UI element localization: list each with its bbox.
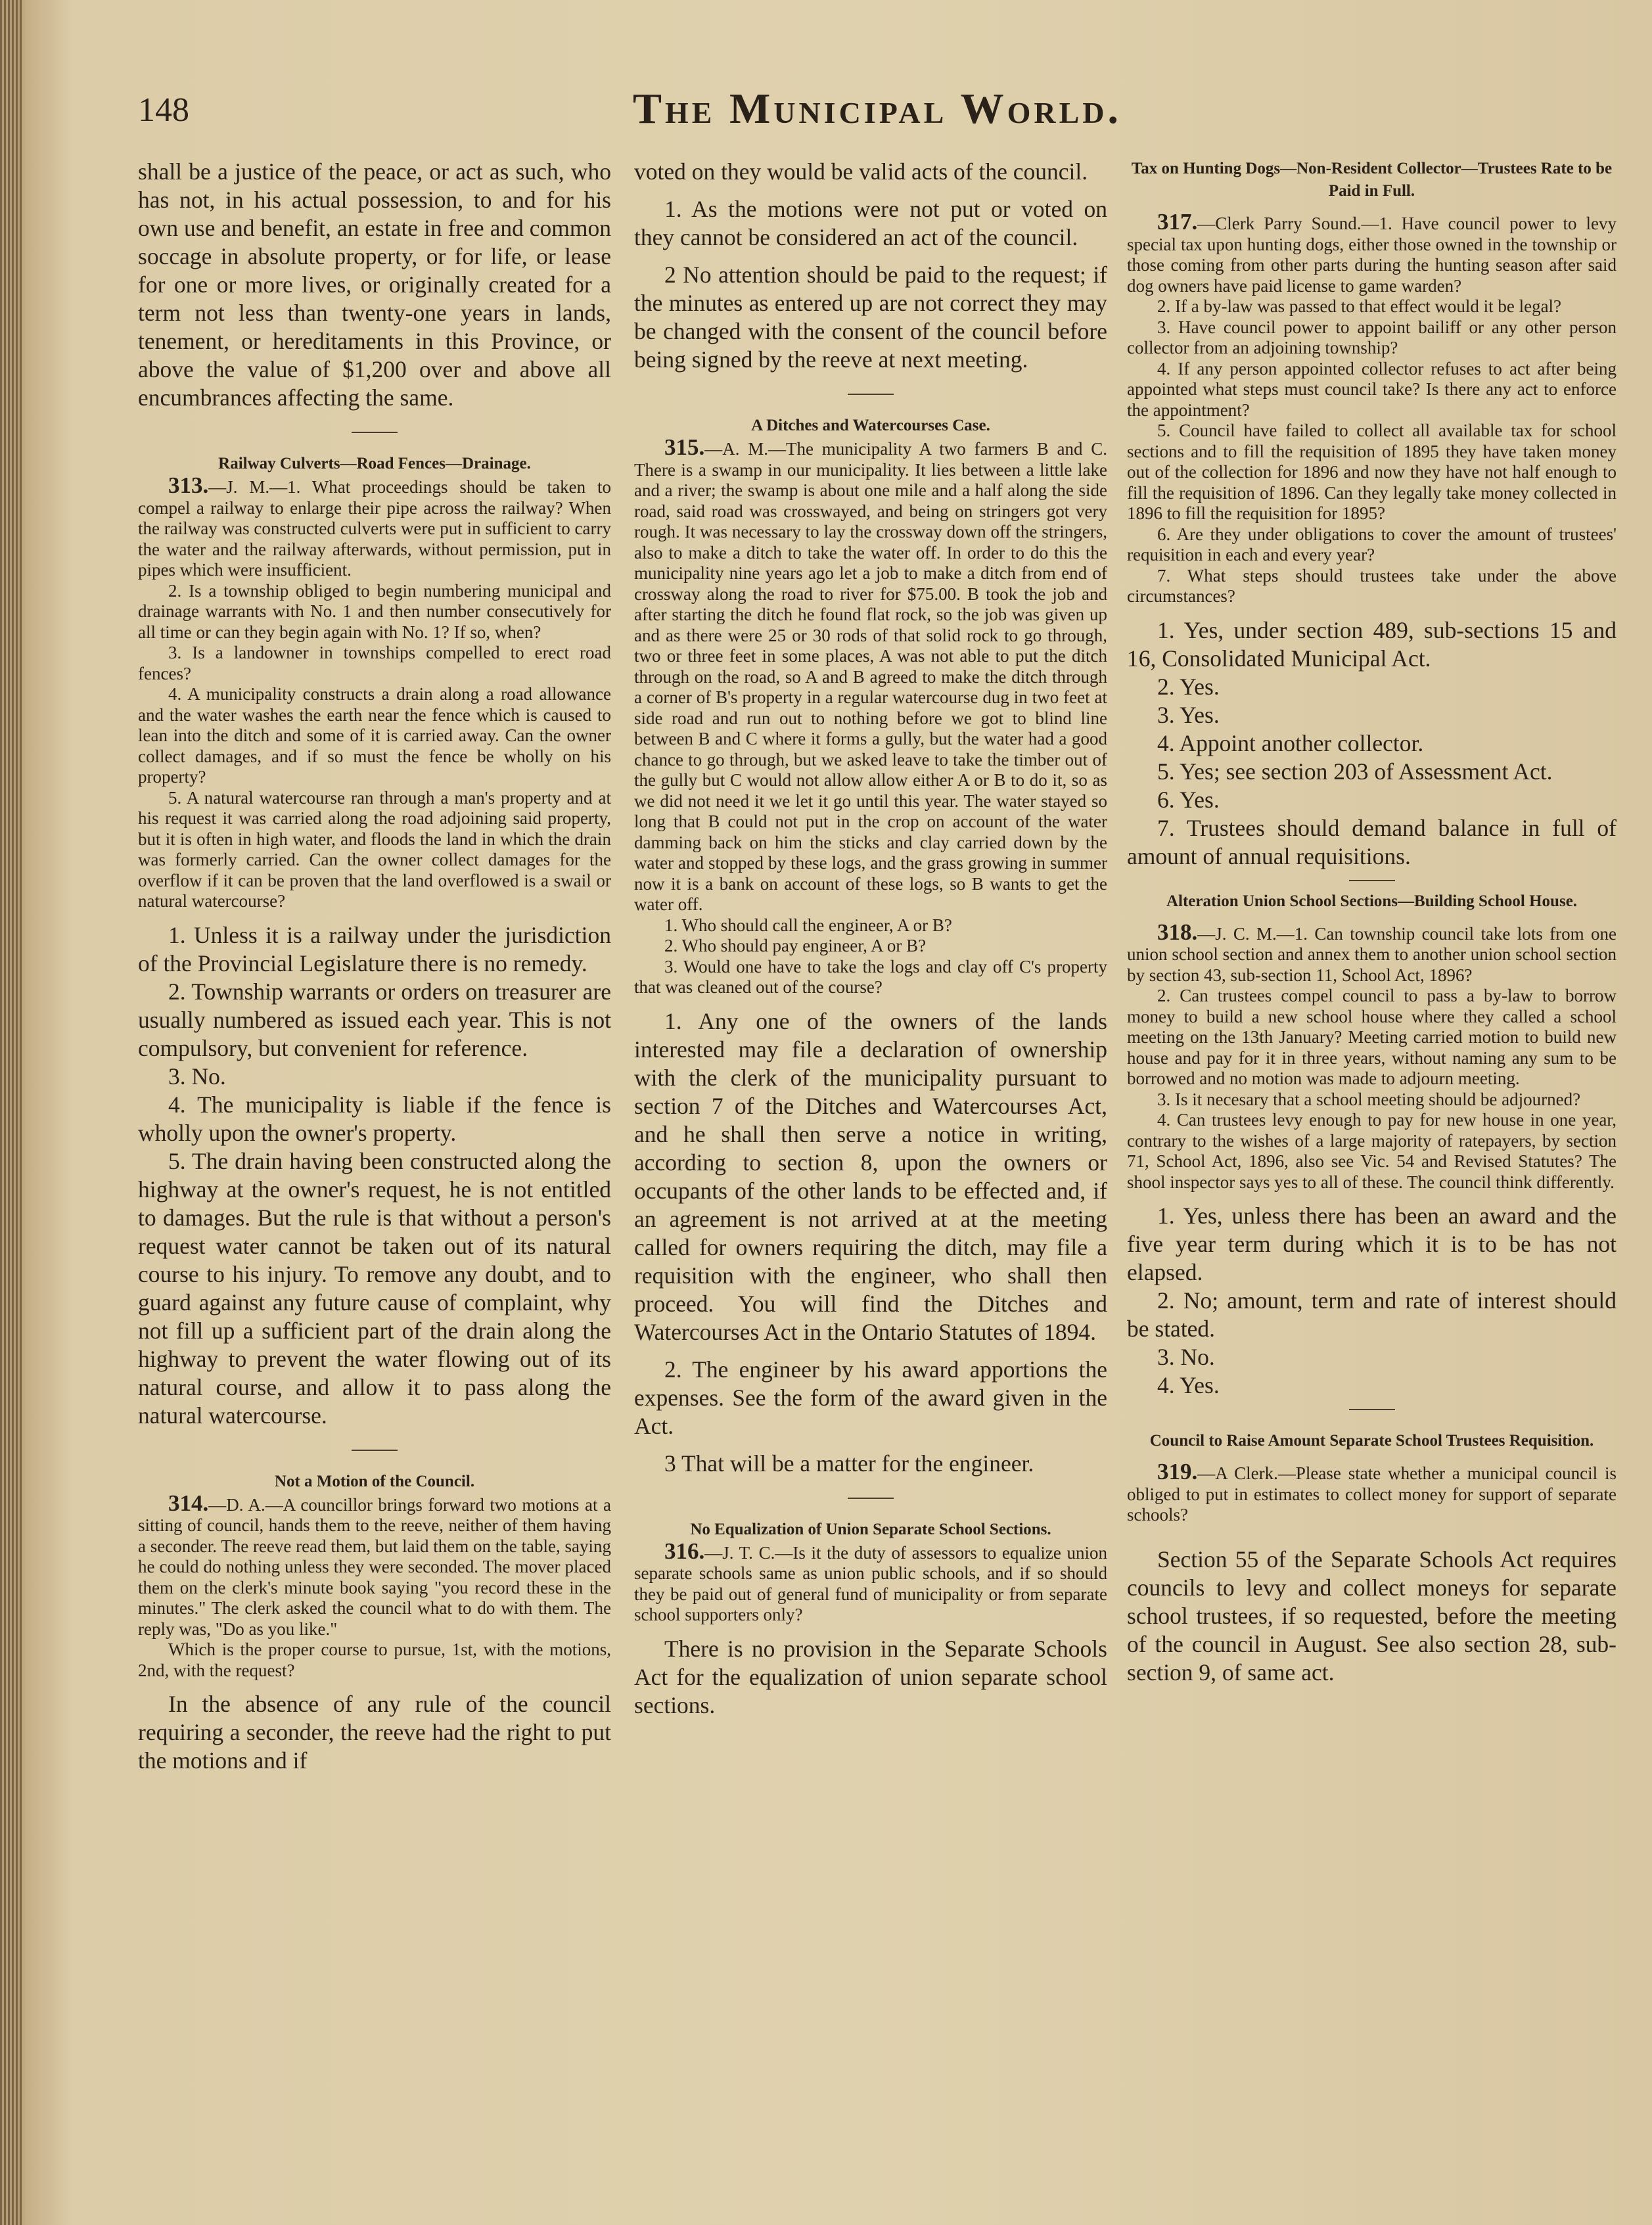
question-319-text: 319.—A Clerk.—Please state whether a municipal council is obliged to put in estimates to collect money for support of separate schools? [1127, 1459, 1617, 1525]
question-314-title: Not a Motion of the Council. [274, 1472, 475, 1490]
question-318-number: 318. [1157, 919, 1198, 945]
question-314-text: 314.—D. A.—A councillor brings forward two motions at a sitting of council, hands them to the reeve, neither of them having a seconder. The reeve read them, but laid them on the table, saying he could do nothing unless they were seconded. The mover placed them on the clerk's minute book saying "you record these in the minutes." The clerk asked the council what to do with them. The reply was, "Do as you like." [138, 1490, 611, 1639]
answer-317-2: 2. Yes. [1157, 673, 1220, 700]
question-313-part-5: 5. A natural watercourse ran through a man's property and at his request it was carried along the road adjoining said property, but it is often in high water, and floods the land in which the drain was formerly carried. Can the owner collect damages for the overflow if it can be proven that the land overflowed is a swail or natural watercourse? [138, 787, 611, 911]
answer-317-7: 7. Trustees should demand balance in full of amount of annual requisitions. [1127, 814, 1617, 869]
answer-318-4: 4. Yes. [1157, 1372, 1220, 1398]
page-number: 148 [138, 91, 189, 129]
question-318-part-1: 318.—J. C. M.—1. Can township council take lots from one union school section and annex them to another union school section by section 43, sub-section 11, School Act, 1896? [1127, 919, 1617, 985]
answer-317-1: 1. Yes, under section 489, sub-sections 15 and 16, Consolidated Municipal Act. [1127, 616, 1617, 672]
answer-316: There is no provision in the Separate Schools Act for the equalization of union separate school sections. [634, 1635, 1107, 1718]
question-313-part-3: 3. Is a landowner in townships compelled to erect road fences? [138, 643, 611, 683]
answer-314-continued: voted on they would be valid acts of the council. [634, 158, 1088, 185]
book-spine [0, 0, 22, 2225]
question-313-title: Railway Culverts—Road Fences—Drainage. [218, 455, 531, 472]
question-313-number: 313. [168, 472, 209, 498]
question-313-part-4: 4. A municipality constructs a drain along a road allowance and the water washes the earth near the fence which is caused to lean into the ditch and some of it is carried away. Can the owner collect damages, and if so must the fence be wholly on his property? [138, 684, 611, 787]
column-2 [634, 158, 1107, 1720]
continued-paragraph: shall be a justice of the peace, or act as such, who has not, in his actual possession, to and for his own use and benefit, an estate in free and common soccage in absolute property, or for life, or lease for one or more lives, or originally created for a term not less than twenty-one years in lands, tenement, or hereditaments in this Province, or above the value of $1,200 over and above all encumbrances affecting the same. [138, 158, 611, 411]
question-317-part-4: 4. If any person appointed collector refuses to act after being appointed what steps must council take? Is there any act to enforce the appointment? [1127, 358, 1617, 420]
question-313-part-1: 313.—J. M.—1. What proceedings should be taken to compel a railway to enlarge their pipe across the railway? When the railway was constructed culverts were put in sufficient to carry the water and the railway afterwards, without permission, put in pipes which were insufficient. [138, 472, 611, 580]
answer-313-2: 2. Township warrants or orders on treasurer are usually numbered as issued each year. This is not compulsory, but convenient for reference. [138, 978, 611, 1061]
question-315-part-1: 1. Who should call the engineer, A or B? [664, 915, 952, 935]
question-315-text: 315.—A. M.—The municipality A two farmers B and C. There is a swamp in our municipality. It lies between a little lake and a river; the swamp is about one mile and a half along the side road, said road was crosswayed, and being on stringers got very rough. It was necessary to lay the crossway down off the stringers, also to make a ditch to take the water off. In order to do this the municipality nine years ago let a job to make a ditch from end of crossway along the road to river for $75.00. B took the job and after starting the ditch he found flat rock, so the job was given up and as there were 25 or 30 rods of that solid rock to go through, two or three feet in some places, A was not able to put the ditch through on the road, so A and B agreed to make the ditch through a corner of B's property in a regular watercourse dug in two feet at side road and run out to nothing before we got to blind line between B and C where it forms a gully, but the water had a good chance to go through, but we asked leave to take the timber out of the gully but C would not allow allow either A or B to do it, so as we did not need it we let it go until this year. The water stayed so long that B could not put in the crop on account of the water damming back on him the sticks and clay carried down by the water and stopped by these logs, and the grass growing in summer now it is a bank on account of these logs, so B wants to get the water off. [634, 434, 1107, 914]
answer-317-5: 5. Yes; see section 203 of Assessment Act. [1157, 758, 1553, 785]
question-316-number: 316. [664, 1538, 705, 1564]
answer-313-1: 1. Unless it is a railway under the jurisdiction of the Provincial Legislature there is no remedy. [138, 921, 611, 976]
answer-315-2: 2. The engineer by his award apportions the expenses. See the form of the award given in the Act. [634, 1356, 1107, 1439]
question-318-part-3: 3. Is it necesary that a school meeting should be adjourned? [1157, 1089, 1581, 1109]
answer-317-3: 3. Yes. [1157, 701, 1220, 728]
page-header [138, 84, 1617, 137]
question-317-part-6: 6. Are they under obligations to cover the amount of trustees' requisition in each and every year? [1127, 524, 1617, 564]
masthead: The Municipal World. [632, 85, 1122, 133]
answer-315-1: 1. Any one of the owners of the lands interested may file a declaration of ownership with the clerk of the municipality pursuant to section 7 of the Ditches and Watercourses Act, and he shall then serve a notice in writing, according to section 8, upon the owners or occupants of the other lands to be effected and, if an agreement is not arrived at at the meeting called for owners requiring the ditch, may file a requisition with the engineer, who shall then proceed. You will find the Ditches and Watercourses Act in the Ontario Statutes of 1894. [634, 1007, 1107, 1345]
question-314-part-2: Which is the proper course to pursue, 1st, with the motions, 2nd, with the request? [138, 1640, 611, 1680]
question-318-part-4: 4. Can trustees levy enough to pay for new house in one year, contrary to the wishes of a large majority of ratepayers, by section 71, School Act, 1896, also see Vic. 54 and Revised Statutes? The shool inspector says yes to all of these. The council think differently. [1127, 1110, 1617, 1192]
question-317-title: Tax on Hunting Dogs—Non-Resident Collector—Trustees Rate to be Paid in Full. [1131, 160, 1613, 200]
question-316-title: No Equalization of Union Separate School Sections. [690, 1520, 1051, 1538]
question-317-number: 317. [1157, 209, 1198, 235]
answer-313-3: 3. No. [168, 1063, 226, 1090]
answer-317-4: 4. Appoint another collector. [1157, 729, 1424, 756]
question-318-part-2: 2. Can trustees compel council to pass a by-law to borrow money to build a new school house where they called a school meeting on the 13th January? Meeting carried motion to build new house and pay for it in three years, without naming any sum to be borrowed and no motion was made to adjourn meeting. [1127, 986, 1617, 1088]
answer-314-1: 1. As the motions were not put or voted on they cannot be considered an act of the council. [634, 196, 1107, 250]
question-317-part-1: 317.—Clerk Parry Sound.—1. Have council power to levy special tax upon hunting dogs, either those owned in the township or those coming from other parts during the hunting season after said dog owners have paid license to game warden? [1127, 209, 1617, 296]
question-313-part-2: 2. Is a township obliged to begin numbering municipal and drainage warrants with No. 1 and then number consecutively for all time or can they begin again with No. 1? If so, when? [138, 580, 611, 642]
question-315-title: A Ditches and Watercourses Case. [751, 417, 990, 434]
answer-313-5: 5. The drain having been constructed along the highway at the owner's request, he is not entitled to damages. But the rule is that without a person's request water cannot be taken out of its natural course to his injury. To remove any doubt, and to guard against any future cause of complaint, why not fill up a sufficient part of the drain along the highway to prevent the water flowing out of its natural course, and allow it to pass along the natural watercourse. [138, 1147, 611, 1429]
question-317-part-5: 5. Council have failed to collect all available tax for school sections and to fill the requisition of 1895 they have taken money out of the collection for 1896 and now they have not half enough to fill the requisition of 1896. Can they legally take money collected in 1896 to fill the requisition for 1895? [1127, 421, 1617, 523]
answer-317-6: 6. Yes. [1157, 786, 1220, 813]
question-319-title: Council to Raise Amount Separate School Trustees Requisition. [1149, 1432, 1594, 1450]
answer-319: Section 55 of the Separate Schools Act requires councils to levy and collect moneys for separate school trustees, if so requested, before the meeting of the council in August. See also section 28, sub-section 9, of same act. [1127, 1546, 1617, 1686]
question-317-part-3: 3. Have council power to appoint bailiff or any other person collector from an adjoining township? [1127, 317, 1617, 357]
question-316-text: 316.—J. T. C.—Is it the duty of assessors to equalize union separate schools same as union public schools, and if so should they be paid out of general fund of municipality or from separate school supporters only? [634, 1538, 1107, 1624]
question-317-part-2: 2. If a by-law was passed to that effect would it be legal? [1157, 296, 1562, 316]
question-315-part-3: 3. Would one have to take the logs and clay off C's property that was cleaned out of the course? [634, 956, 1107, 997]
answer-318-1: 1. Yes, unless there has been an award and the five year term during which it is to be has not elapsed. [1127, 1203, 1617, 1285]
question-315-part-2: 2. Who should pay engineer, A or B? [664, 936, 927, 955]
answer-314: In the absence of any rule of the council requiring a seconder, the reeve had the right to put the motions and if [138, 1691, 611, 1774]
column-1 [138, 158, 611, 1775]
answer-318-2: 2. No; amount, term and rate of interest should be stated. [1127, 1287, 1617, 1342]
answer-318-3: 3. No. [1157, 1344, 1215, 1370]
question-317-part-7: 7. What steps should trustees take under the above circumstances? [1127, 565, 1617, 606]
answer-315-3: 3 That will be a matter for the engineer. [664, 1450, 1034, 1477]
answer-314-2: 2 No attention should be paid to the request; if the minutes as entered up are not correct they may be changed with the consent of the council before being signed by the reeve at next meeting. [634, 262, 1107, 373]
column-3 [1127, 158, 1617, 1687]
question-319-number: 319. [1157, 1459, 1198, 1484]
answer-313-4: 4. The municipality is liable if the fence is wholly upon the owner's property. [138, 1091, 611, 1146]
question-315-number: 315. [664, 434, 705, 460]
question-314-number: 314. [168, 1490, 209, 1516]
question-318-title: Alteration Union School Sections—Building School House. [1166, 892, 1578, 910]
